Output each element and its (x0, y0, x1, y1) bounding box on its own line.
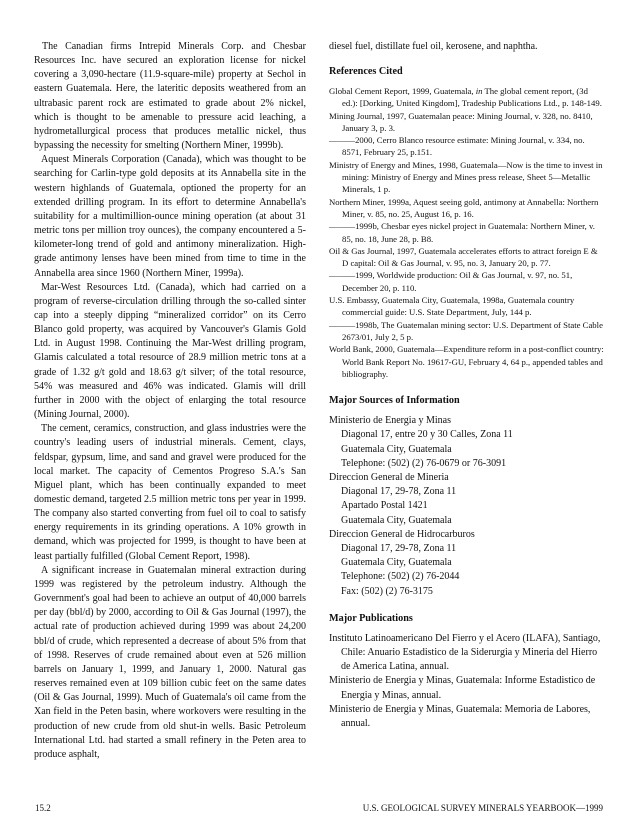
footer-publication: U.S. GEOLOGICAL SURVEY MINERALS YEARBOOK—1999 (362, 803, 603, 813)
references-heading: References Cited (329, 66, 403, 77)
reference-item: ———1999b, Chesbar eyes nickel project in Guatemala: Northern Miner, v. 85, no. 18, June 28, p. B8. (329, 221, 595, 244)
publication-item: Instituto Latinoamericano Del Fierro y el Acero (ILAFA), Santiago, Chile: Anuario Estadistico de la Siderurgia y Mineria del Hierro de America Latina, annual. (329, 632, 601, 673)
publications-heading: Major Publications (329, 612, 413, 624)
sources-list (329, 414, 605, 599)
source-organization: Direccion General de Hidrocarburos (329, 528, 475, 540)
paragraph-nickel-exploration: The Canadian firms Intrepid Minerals Corp. and Chesbar Resources Inc. have secured an exploration license for nickel covering a 3,090-hectare (11.9-square-mile) property at Sechol in eastern Guatemala. Here, the lateritic deposits weathered from an ultrabasic parent rock are estimated to grade about 2% nickel, which is thought to be amenable to pressure acid leaching, a hydrometallurgical process that produces metallic nickel, thus bypassing the necessity for smelting (Northern Miner, 1999b). (34, 41, 306, 152)
left-column (34, 40, 306, 762)
reference-item: Ministry of Energy and Mines, 1998, Guatemala—Now is the time to invest in mining: Ministry of Energy and Mines press release, Sheet 5—Metallic Minerals, 1 p. (329, 159, 603, 195)
source-address-line: Diagonal 17, 29-78, Zona 11 (341, 486, 457, 498)
source-address-line: Diagonal 17, entre 20 y 30 Calles, Zona 11 (341, 429, 513, 441)
source-address-line: Telephone: (502) (2) 76-2044 (341, 571, 460, 583)
paragraph-industrial-minerals: The cement, ceramics, construction, and glass industries were the country's leading users of industrial minerals. Cement, clays, feldspar, gypsum, lime, and sand and gravel were produced for the local market. The capacity of Cementos Progreso S.A.'s San Miguel plant, which has been continually expanded to meet domestic demand, targeted 2.5 million metric tons per year in 1999. The company also started converting from fuel oil to coal to satisfy energy requirements in its grinding operations. A 10% growth in demand, which was projected for 1999, is thought to have been at least partially fulfilled (Global Cement Report, 1998). (34, 423, 306, 562)
paragraph-petroleum: A significant increase in Guatemalan mineral extraction during 1999 was registered by the petroleum industry. Although the Government's goal had been to achieve an output of 40,000 barrels per day (bbl/d) by 2000, according to Oil & Gas Journal (1997), the actual rate of production achieved during 1999 was about 24,200 bbl/d of crude, which represented a decrease of about 5% from that of 1998. Reserves of crude remained about even at 526 million barrels on January 1, 1999, and January 1, 2000. Natural gas reserves remained even at 109 billion cubic feet on the same dates (Oil & Gas Journal, 1999). Much of Guatemala's oil came from the Xan field in the Peten basin, where workovers were resulting in the production of new crude from old shut-in wells. Basic Petroleum International Ltd. had started a small refinery in the Peten area to produce asphalt, (34, 564, 306, 760)
source-address-line: Apartado Postal 1421 (341, 500, 428, 512)
reference-item: Northern Miner, 1999a, Aquest seeing gold, antimony at Annabella: Northern Miner, v. 85, no. 25, August 16, p. 16. (329, 196, 599, 219)
source-address-line: Fax: (502) (2) 76-3175 (341, 585, 433, 597)
source-organization: Ministerio de Energia y Minas (329, 415, 452, 427)
reference-item: Oil & Gas Journal, 1997, Guatemala accelerates efforts to attract foreign E & D capital: Oil & Gas Journal, v. 95, no. 3, January 20, p. 77. (329, 245, 598, 269)
paragraph-continuation: diesel fuel, distillate fuel oil, kerosene, and naphtha. (329, 41, 538, 52)
source-address-line: Telephone: (502) (2) 76-0679 or 76-3091 (341, 457, 507, 469)
paragraph-aquest-minerals: Aquest Minerals Corporation (Canada), which was thought to be searching for Carlin-type gold deposits at its Annabella site in the western highlands of Guatemala, optioned the property for an extended drilling program. In its effort to determine Annabella's suitability for a multimillion-ounce mining operation (at about 31 metric tons per million troy ounces), the company encountered a 5-kilometer-long trend of gold and antimony mineralization. High-grade antimony lenses have been mined from time to time in the Annabella area since 1960 (Northern Miner, 1999a). (34, 154, 306, 279)
paragraph-mar-west-resources: Mar-West Resources Ltd. (Canada), which had carried on a program of reverse-circulation drilling through the so-called sinter cap into a steeply dipping “mineralized corridor” on its Cerro Blanco gold property, was acquired by Vancouver's Glamis Gold Ltd. in August 1998. Continuing the Mar-West drilling program, Glamis calculated a total resource of 28.9 million metric tons at a grade of 1.32 g/t gold and 18.63 g/t silver; of the total resource, 54% was measured and 46% was indicated. Glamis will drill further in 2000 with the object of enlarging the total resource (Mining Journal, 2000). (34, 281, 306, 421)
reference-item: Global Cement Report, 1999, Guatemala, in The global cement report, (3d ed.): [Dorking, United Kingdom], Tradeship Publications Ltd., p. 148-149. (329, 86, 602, 109)
source-address-line: Guatemala City, Guatemala (341, 557, 452, 569)
publication-item: Ministerio de Energia y Minas, Guatemala: Informe Estadistico de Energia y Minas, annual. (329, 675, 596, 701)
source-address-line: Guatemala City, Guatemala (341, 514, 452, 526)
source-organization: Direccion General de Mineria (329, 471, 449, 483)
right-column (329, 40, 605, 731)
source-address-line: Diagonal 17, 29-78, Zona 11 (341, 542, 457, 554)
sources-heading: Major Sources of Information (329, 395, 460, 407)
reference-item: U.S. Embassy, Guatemala City, Guatemala, 1998a, Guatemala country commercial guide: U.S. State Department, July, 144 p. (329, 295, 575, 318)
reference-item: ———2000, Cerro Blanco resource estimate: Mining Journal, v. 334, no. 8571, February 25, p.151. (329, 135, 585, 158)
reference-item: Mining Journal, 1997, Guatemalan peace: Mining Journal, v. 328, no. 8410, January 3, p. 3. (329, 110, 593, 133)
publication-item: Ministerio de Energia y Minas, Guatemala: Memoria de Labores, annual. (329, 703, 591, 729)
source-address-line: Guatemala City, Guatemala (341, 443, 452, 455)
reference-item: World Bank, 2000, Guatemala—Expenditure reform in a post-conflict country: World Bank Report No. 19617-GU, February 4, 64 p., appended tables and bibliography. (329, 344, 604, 379)
page-number: 15.2 (35, 803, 51, 813)
reference-item: ———1999, Worldwide production: Oil & Gas Journal, v. 97, no. 51, December 20, p. 110. (329, 270, 573, 293)
publications-list (329, 632, 605, 731)
references-list (329, 85, 605, 380)
reference-item: ———1998b, The Guatemalan mining sector: U.S. Department of State Cable 2673/01, July 2, 5 p. (329, 319, 603, 342)
